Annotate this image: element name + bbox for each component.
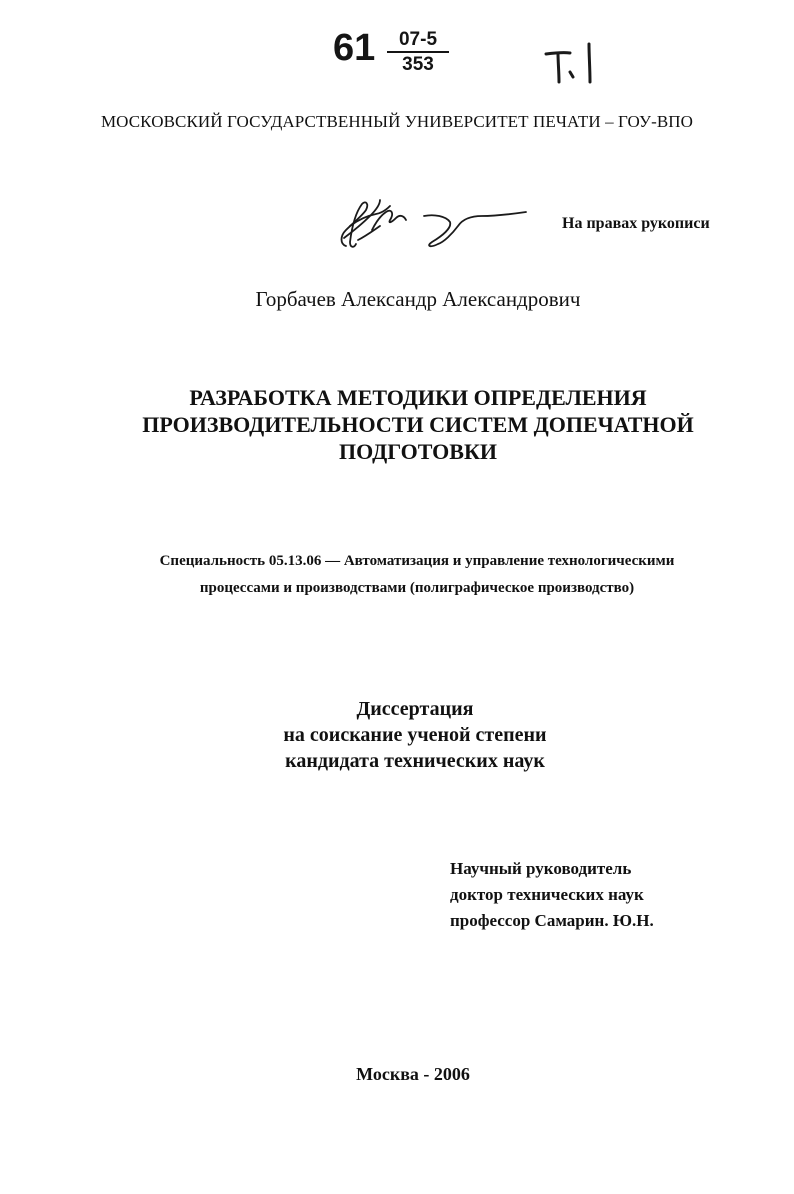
shelf-mark-fraction-bar (387, 51, 449, 53)
shelf-mark-number: 61 (333, 27, 376, 69)
shelf-mark-top: 07-5 (398, 29, 438, 50)
supervisor-line: доктор технических наук (450, 885, 644, 904)
specialty (100, 548, 734, 602)
degree-line: кандидата технических наук (285, 750, 545, 772)
degree-line: Диссертация (356, 698, 474, 720)
author-signature (336, 186, 532, 252)
degree-statement (200, 696, 630, 774)
title-line: РАЗРАБОТКА МЕТОДИКИ ОПРЕДЕЛЕНИЯ (189, 385, 647, 410)
rights-note: На правах рукописи (562, 215, 710, 232)
specialty-line: процессами и производствами (полиграфическое производство) (199, 580, 635, 596)
title-line: ПРОИЗВОДИТЕЛЬНОСТИ СИСТЕМ ДОПЕЧАТНОЙ (142, 412, 694, 437)
shelf-mark-fraction (387, 30, 449, 75)
supervisor-block (450, 856, 750, 934)
university-name: МОСКОВСКИЙ ГОСУДАРСТВЕННЫЙ УНИВЕРСИТЕТ ПЕЧАТИ – ГОУ-ВПО (100, 112, 694, 131)
title-line: ПОДГОТОВКИ (338, 439, 498, 464)
specialty-line: Специальность 05.13.06 — Автоматизация и управление технологическими (159, 553, 675, 569)
shelf-mark-bottom: 353 (402, 54, 434, 75)
supervisor-line: Научный руководитель (450, 859, 632, 878)
author-name: Горбачев Александр Александрович (255, 287, 581, 311)
handwritten-volume-note (540, 40, 600, 86)
supervisor-line: профессор Самарин. Ю.Н. (450, 911, 654, 930)
city-year: Москва - 2006 (356, 1064, 470, 1084)
degree-line: на соискание ученой степени (283, 724, 547, 746)
dissertation-title (130, 384, 706, 465)
